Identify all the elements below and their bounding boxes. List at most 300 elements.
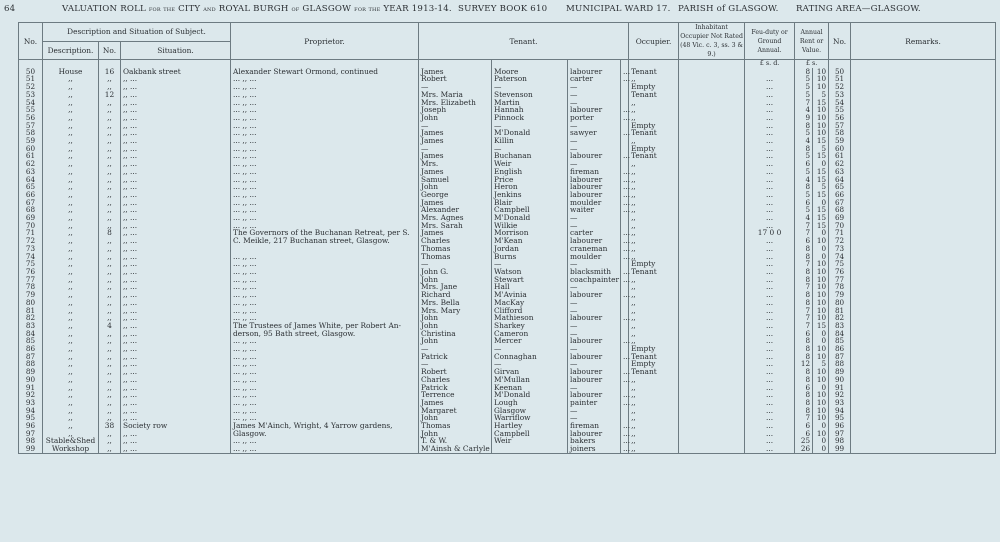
tenant-surname-cell: Jordan <box>492 245 568 253</box>
occupier-cell: ,, <box>629 137 679 145</box>
street-number-cell: ,, <box>99 337 121 345</box>
proprietor-cell: ... ,, ... <box>231 360 419 368</box>
row-number-right: 69 <box>829 214 851 222</box>
street-number-cell: ,, <box>99 314 121 322</box>
row-number: 69 <box>19 214 43 222</box>
rent-pounds-cell: 5 <box>795 152 813 160</box>
description-cell: ,, <box>43 83 99 91</box>
occupier-cell: ,, <box>629 222 679 230</box>
tenant-surname-cell: M'Donald <box>492 391 568 399</box>
remarks-cell <box>851 137 996 145</box>
situation-cell: ,, ... <box>121 391 231 399</box>
street-number-cell: ,, <box>99 283 121 291</box>
tenant-occupation-cell: — <box>568 145 621 153</box>
inhabitant-cell <box>679 183 745 191</box>
tenant-first-name-cell: John <box>419 114 492 122</box>
remarks-cell <box>851 360 996 368</box>
rent-shillings-cell: 5 <box>813 183 829 191</box>
tenant-surname-cell: Cameron <box>492 330 568 338</box>
rent-pounds-cell: 8 <box>795 368 813 376</box>
feu-duty-cell: ... <box>745 168 795 176</box>
tenant-occupation-cell: joiners <box>568 445 621 453</box>
tenant-surname-cell: — <box>492 122 568 130</box>
occupier-cell: Empty <box>629 345 679 353</box>
proprietor-cell: ... ,, ... <box>231 391 419 399</box>
description-cell: ,, <box>43 152 99 160</box>
row-number-right: 90 <box>829 376 851 384</box>
proprietor-cell: ... ,, ... <box>231 276 419 284</box>
tenant-surname-cell: Campbell <box>492 430 568 438</box>
description-cell: Workshop <box>43 445 99 453</box>
rent-shillings-cell: 15 <box>813 176 829 184</box>
remarks-cell <box>851 129 996 137</box>
row-number-right: 60 <box>829 145 851 153</box>
street-number-cell: ,, <box>99 206 121 214</box>
row-number: 98 <box>19 437 43 445</box>
tenant-occupation-cell: fireman <box>568 168 621 176</box>
header-no-right: No. <box>829 23 851 60</box>
tenant-first-name-cell: James <box>419 229 492 237</box>
description-cell: ,, <box>43 314 99 322</box>
rent-pounds-cell: 5 <box>795 91 813 99</box>
street-number-cell: ,, <box>99 183 121 191</box>
row-number-right: 83 <box>829 322 851 330</box>
situation-cell: Society row <box>121 422 231 430</box>
survey-book: SURVEY BOOK 610 <box>458 4 548 14</box>
row-number-right: 89 <box>829 368 851 376</box>
inhabitant-cell <box>679 384 745 392</box>
rent-pounds-cell: 8 <box>795 376 813 384</box>
remarks-cell <box>851 345 996 353</box>
remarks-cell <box>851 414 996 422</box>
situation-cell: ,, ... <box>121 176 231 184</box>
table-row <box>19 253 996 261</box>
row-number: 67 <box>19 199 43 207</box>
tenant-dots-cell: ... <box>621 245 629 253</box>
rent-shillings-cell: 0 <box>813 199 829 207</box>
occupier-cell: Tenant <box>629 353 679 361</box>
occupier-cell: ,, <box>629 75 679 83</box>
tenant-surname-cell: Stewart <box>492 276 568 284</box>
remarks-cell <box>851 245 996 253</box>
description-cell: ,, <box>43 75 99 83</box>
proprietor-cell: ... ,, ... <box>231 283 419 291</box>
row-number: 71 <box>19 229 43 237</box>
occupier-cell: ,, <box>629 206 679 214</box>
tenant-occupation-cell: labourer <box>568 376 621 384</box>
street-number-cell: ,, <box>99 253 121 261</box>
tenant-occupation-cell: painter <box>568 399 621 407</box>
tenant-first-name-cell: James <box>419 129 492 137</box>
tenant-surname-cell: Hartley <box>492 422 568 430</box>
feu-duty-cell: ... <box>745 137 795 145</box>
parish: PARISH of GLASGOW. <box>678 4 779 14</box>
tenant-occupation-cell: — <box>568 283 621 291</box>
situation-cell: ,, ... <box>121 152 231 160</box>
description-cell: ,, <box>43 291 99 299</box>
situation-cell: ,, ... <box>121 430 231 438</box>
row-number: 99 <box>19 445 43 453</box>
proprietor-cell: derson, 95 Bath street, Glasgow. <box>231 330 419 338</box>
street-number-cell: ,, <box>99 391 121 399</box>
situation-cell: ,, ... <box>121 245 231 253</box>
situation-cell: ,, ... <box>121 183 231 191</box>
tenant-surname-cell: Wilkie <box>492 222 568 230</box>
row-number-right: 53 <box>829 91 851 99</box>
feu-duty-cell: ... <box>745 283 795 291</box>
tenant-dots-cell: ... <box>621 376 629 384</box>
tenant-occupation-cell: labourer <box>568 191 621 199</box>
feu-duty-cell: ... <box>745 307 795 315</box>
remarks-cell <box>851 283 996 291</box>
tenant-occupation-cell: carter <box>568 229 621 237</box>
rent-shillings-cell: 10 <box>813 391 829 399</box>
tenant-first-name-cell: Thomas <box>419 253 492 261</box>
street-number-cell: ,, <box>99 345 121 353</box>
description-cell: ,, <box>43 307 99 315</box>
inhabitant-cell <box>679 145 745 153</box>
inhabitant-cell <box>679 414 745 422</box>
tenant-dots-cell: ... <box>621 206 629 214</box>
tenant-surname-cell: Blair <box>492 199 568 207</box>
tenant-surname-cell: M'Donald <box>492 214 568 222</box>
proprietor-cell: ... ,, ... <box>231 353 419 361</box>
rent-pounds-cell: 7 <box>795 322 813 330</box>
row-number: 93 <box>19 399 43 407</box>
proprietor-cell: ... ,, ... <box>231 168 419 176</box>
tenant-occupation-cell: labourer <box>568 353 621 361</box>
occupier-cell: Tenant <box>629 129 679 137</box>
description-cell: ,, <box>43 168 99 176</box>
table-row <box>19 445 996 453</box>
tenant-surname-cell: Martin <box>492 99 568 107</box>
row-number: 56 <box>19 114 43 122</box>
tenant-surname-cell: Moore <box>492 68 568 76</box>
tenant-dots-cell: ... <box>621 106 629 114</box>
proprietor-cell: ... ,, ... <box>231 437 419 445</box>
feu-duty-cell: ... <box>745 75 795 83</box>
situation-cell: ,, ... <box>121 237 231 245</box>
rent-pounds-cell: 8 <box>795 122 813 130</box>
street-number-cell: ,, <box>99 353 121 361</box>
rent-pounds-cell: 5 <box>795 75 813 83</box>
tenant-dots-cell: ... <box>621 191 629 199</box>
situation-cell: ,, ... <box>121 260 231 268</box>
feu-duty-cell: ... <box>745 430 795 438</box>
row-number: 96 <box>19 422 43 430</box>
situation-cell: ,, ... <box>121 114 231 122</box>
feu-duty-cell: ... <box>745 299 795 307</box>
inhabitant-cell <box>679 353 745 361</box>
tenant-first-name-cell: George <box>419 191 492 199</box>
feu-duty-cell: ... <box>745 206 795 214</box>
street-number-cell: ,, <box>99 245 121 253</box>
row-number-right: 87 <box>829 353 851 361</box>
rent-pounds-cell: 4 <box>795 106 813 114</box>
tenant-surname-cell: Jenkins <box>492 191 568 199</box>
occupier-cell: ,, <box>629 407 679 415</box>
proprietor-cell: ... ,, ... <box>231 299 419 307</box>
row-number-right: 58 <box>829 129 851 137</box>
rent-pounds-cell: 7 <box>795 414 813 422</box>
situation-cell: ,, ... <box>121 206 231 214</box>
rent-pounds-cell: 6 <box>795 160 813 168</box>
row-number: 66 <box>19 191 43 199</box>
tenant-first-name-cell: Patrick <box>419 384 492 392</box>
rent-pounds-cell: 8 <box>795 268 813 276</box>
street-number-cell: ,, <box>99 299 121 307</box>
proprietor-cell: ... ,, ... <box>231 253 419 261</box>
tenant-first-name-cell: John <box>419 314 492 322</box>
tenant-surname-cell <box>492 445 568 453</box>
tenant-surname-cell: Killin <box>492 137 568 145</box>
tenant-first-name-cell: James <box>419 399 492 407</box>
feu-duty-cell: ... <box>745 152 795 160</box>
proprietor-cell: ... ,, ... <box>231 414 419 422</box>
rent-shillings-cell: 10 <box>813 314 829 322</box>
inhabitant-cell <box>679 91 745 99</box>
occupier-cell: Empty <box>629 260 679 268</box>
remarks-cell <box>851 422 996 430</box>
row-number-right: 91 <box>829 384 851 392</box>
table-row <box>19 114 996 122</box>
feu-duty-cell: ... <box>745 91 795 99</box>
occupier-cell: ,, <box>629 237 679 245</box>
situation-cell: ,, ... <box>121 268 231 276</box>
row-number-right: 81 <box>829 307 851 315</box>
tenant-occupation-cell: moulder <box>568 253 621 261</box>
proprietor-cell: ... ,, ... <box>231 445 419 453</box>
description-cell: ,, <box>43 422 99 430</box>
proprietor-cell: ... ,, ... <box>231 291 419 299</box>
street-number-cell: ,, <box>99 291 121 299</box>
inhabitant-cell <box>679 399 745 407</box>
inhabitant-cell <box>679 268 745 276</box>
tenant-dots-cell: ... <box>621 291 629 299</box>
tenant-first-name-cell: James <box>419 199 492 207</box>
row-number-right: 77 <box>829 276 851 284</box>
street-number-cell: 12 <box>99 91 121 99</box>
proprietor-cell: ... ,, ... <box>231 376 419 384</box>
table-row <box>19 137 996 145</box>
feu-duty-cell: ... <box>745 214 795 222</box>
tenant-first-name-cell: Mrs. Maria <box>419 91 492 99</box>
row-number-right: 95 <box>829 414 851 422</box>
proprietor-cell: ... ,, ... <box>231 337 419 345</box>
proprietor-cell: ... ,, ... <box>231 83 419 91</box>
tenant-first-name-cell: — <box>419 145 492 153</box>
remarks-cell <box>851 75 996 83</box>
tenant-surname-cell: Connaghan <box>492 353 568 361</box>
rent-pounds-cell: 4 <box>795 176 813 184</box>
rent-pounds-cell: 6 <box>795 384 813 392</box>
tenant-occupation-cell: — <box>568 222 621 230</box>
tenant-occupation-cell: — <box>568 91 621 99</box>
feu-duty-cell: ... <box>745 330 795 338</box>
rent-pounds-cell: 8 <box>795 407 813 415</box>
street-number-cell: ,, <box>99 145 121 153</box>
occupier-cell: Empty <box>629 122 679 130</box>
tenant-occupation-cell: — <box>568 99 621 107</box>
situation-cell: ,, ... <box>121 160 231 168</box>
remarks-cell <box>851 99 996 107</box>
street-number-cell: ,, <box>99 199 121 207</box>
row-number: 94 <box>19 407 43 415</box>
tenant-surname-cell: — <box>492 83 568 91</box>
description-cell: ,, <box>43 229 99 237</box>
proprietor-cell: ... ,, ... <box>231 99 419 107</box>
feu-duty-cell: ... <box>745 129 795 137</box>
inhabitant-cell <box>679 330 745 338</box>
tenant-occupation-cell: labourer <box>568 368 621 376</box>
row-number-right: 86 <box>829 345 851 353</box>
row-number-right: 99 <box>829 445 851 453</box>
rent-shillings-cell: 15 <box>813 322 829 330</box>
tenant-first-name-cell: Mrs. Elizabeth <box>419 99 492 107</box>
remarks-cell <box>851 291 996 299</box>
description-cell: ,, <box>43 214 99 222</box>
proprietor-cell: ... ,, ... <box>231 106 419 114</box>
tenant-first-name-cell: M'Ainsh & Carlyle <box>419 445 492 453</box>
row-number: 89 <box>19 368 43 376</box>
remarks-cell <box>851 199 996 207</box>
rent-shillings-cell: 0 <box>813 384 829 392</box>
tenant-surname-cell: English <box>492 168 568 176</box>
street-number-cell: ,, <box>99 407 121 415</box>
description-cell: ,, <box>43 106 99 114</box>
row-number: 74 <box>19 253 43 261</box>
remarks-cell <box>851 237 996 245</box>
row-number: 97 <box>19 430 43 438</box>
inhabitant-cell <box>679 314 745 322</box>
rent-pounds-cell: 7 <box>795 283 813 291</box>
street-number-cell: ,, <box>99 376 121 384</box>
rent-shillings-cell: 0 <box>813 160 829 168</box>
tenant-first-name-cell: Mrs. <box>419 160 492 168</box>
rent-shillings-cell: 10 <box>813 237 829 245</box>
street-number-cell: ,, <box>99 129 121 137</box>
rent-shillings-cell: 10 <box>813 75 829 83</box>
tenant-surname-cell: Sharkey <box>492 322 568 330</box>
tenant-surname-cell: Buchanan <box>492 152 568 160</box>
rent-pounds-cell: 6 <box>795 430 813 438</box>
rent-pounds-cell: 5 <box>795 191 813 199</box>
description-cell: ,, <box>43 122 99 130</box>
tenant-first-name-cell: John <box>419 430 492 438</box>
street-number-cell: 38 <box>99 422 121 430</box>
feu-duty-cell: ... <box>745 445 795 453</box>
rent-pounds-cell: 7 <box>795 99 813 107</box>
tenant-occupation-cell: labourer <box>568 183 621 191</box>
row-number: 90 <box>19 376 43 384</box>
occupier-cell: ,, <box>629 114 679 122</box>
feu-duty-cell: ... <box>745 368 795 376</box>
situation-cell: ,, ... <box>121 75 231 83</box>
row-number-right: 78 <box>829 283 851 291</box>
description-cell: ,, <box>43 337 99 345</box>
street-number-cell: ,, <box>99 276 121 284</box>
proprietor-cell: ... ,, ... <box>231 199 419 207</box>
row-number: 95 <box>19 414 43 422</box>
tenant-dots-cell <box>621 91 629 99</box>
rent-shillings-cell: 10 <box>813 430 829 438</box>
tenant-surname-cell: MacKay <box>492 299 568 307</box>
header-proprietor: Proprietor. <box>231 23 419 60</box>
description-cell: ,, <box>43 345 99 353</box>
tenant-occupation-cell: — <box>568 122 621 130</box>
description-cell: ,, <box>43 260 99 268</box>
feu-duty-cell: ... <box>745 376 795 384</box>
occupier-cell: ,, <box>629 199 679 207</box>
tenant-dots-cell: ... <box>621 183 629 191</box>
tenant-first-name-cell: James <box>419 152 492 160</box>
description-cell: ,, <box>43 353 99 361</box>
tenant-first-name-cell: Richard <box>419 291 492 299</box>
street-number-cell: ,, <box>99 222 121 230</box>
feu-duty-cell: ... <box>745 183 795 191</box>
rent-shillings-cell: 15 <box>813 222 829 230</box>
remarks-cell <box>851 353 996 361</box>
tenant-occupation-cell: — <box>568 214 621 222</box>
tenant-occupation-cell: labourer <box>568 291 621 299</box>
description-cell: ,, <box>43 245 99 253</box>
header-situation: Situation. <box>121 41 231 60</box>
tenant-occupation-cell: — <box>568 260 621 268</box>
tenant-first-name-cell: James <box>419 168 492 176</box>
situation-cell: ,, ... <box>121 299 231 307</box>
rent-shillings-cell: 15 <box>813 99 829 107</box>
tenant-occupation-cell: bakers <box>568 437 621 445</box>
row-number: 76 <box>19 268 43 276</box>
tenant-surname-cell: Morrison <box>492 229 568 237</box>
description-cell: ,, <box>43 222 99 230</box>
tenant-occupation-cell: carter <box>568 75 621 83</box>
tenant-first-name-cell: Robert <box>419 368 492 376</box>
street-number-cell: ,, <box>99 430 121 438</box>
row-number-right: 62 <box>829 160 851 168</box>
street-number-cell: ,, <box>99 191 121 199</box>
feu-duty-cell: ... <box>745 99 795 107</box>
feu-duty-cell: ... <box>745 399 795 407</box>
inhabitant-cell <box>679 345 745 353</box>
tenant-first-name-cell: John <box>419 414 492 422</box>
street-number-cell: 4 <box>99 322 121 330</box>
rent-pounds-cell: 8 <box>795 253 813 261</box>
rent-pounds-cell: 8 <box>795 68 813 76</box>
tenant-surname-cell: Campbell <box>492 206 568 214</box>
rent-shillings-cell: 10 <box>813 376 829 384</box>
row-number: 52 <box>19 83 43 91</box>
tenant-dots-cell <box>621 407 629 415</box>
rent-shillings-cell: 10 <box>813 399 829 407</box>
tenant-first-name-cell: — <box>419 345 492 353</box>
tenant-dots-cell: ... <box>621 430 629 438</box>
rent-shillings-cell: 0 <box>813 229 829 237</box>
inhabitant-cell <box>679 245 745 253</box>
proprietor-cell: ... ,, ... <box>231 206 419 214</box>
rent-pounds-cell: 25 <box>795 437 813 445</box>
tenant-occupation-cell: — <box>568 407 621 415</box>
situation-cell: ,, ... <box>121 214 231 222</box>
feu-duty-cell: ... <box>745 314 795 322</box>
tenant-first-name-cell: — <box>419 360 492 368</box>
tenant-occupation-cell: labourer <box>568 152 621 160</box>
situation-cell: ,, ... <box>121 83 231 91</box>
occupier-cell: ,, <box>629 322 679 330</box>
inhabitant-cell <box>679 114 745 122</box>
inhabitant-cell <box>679 83 745 91</box>
row-number: 83 <box>19 322 43 330</box>
